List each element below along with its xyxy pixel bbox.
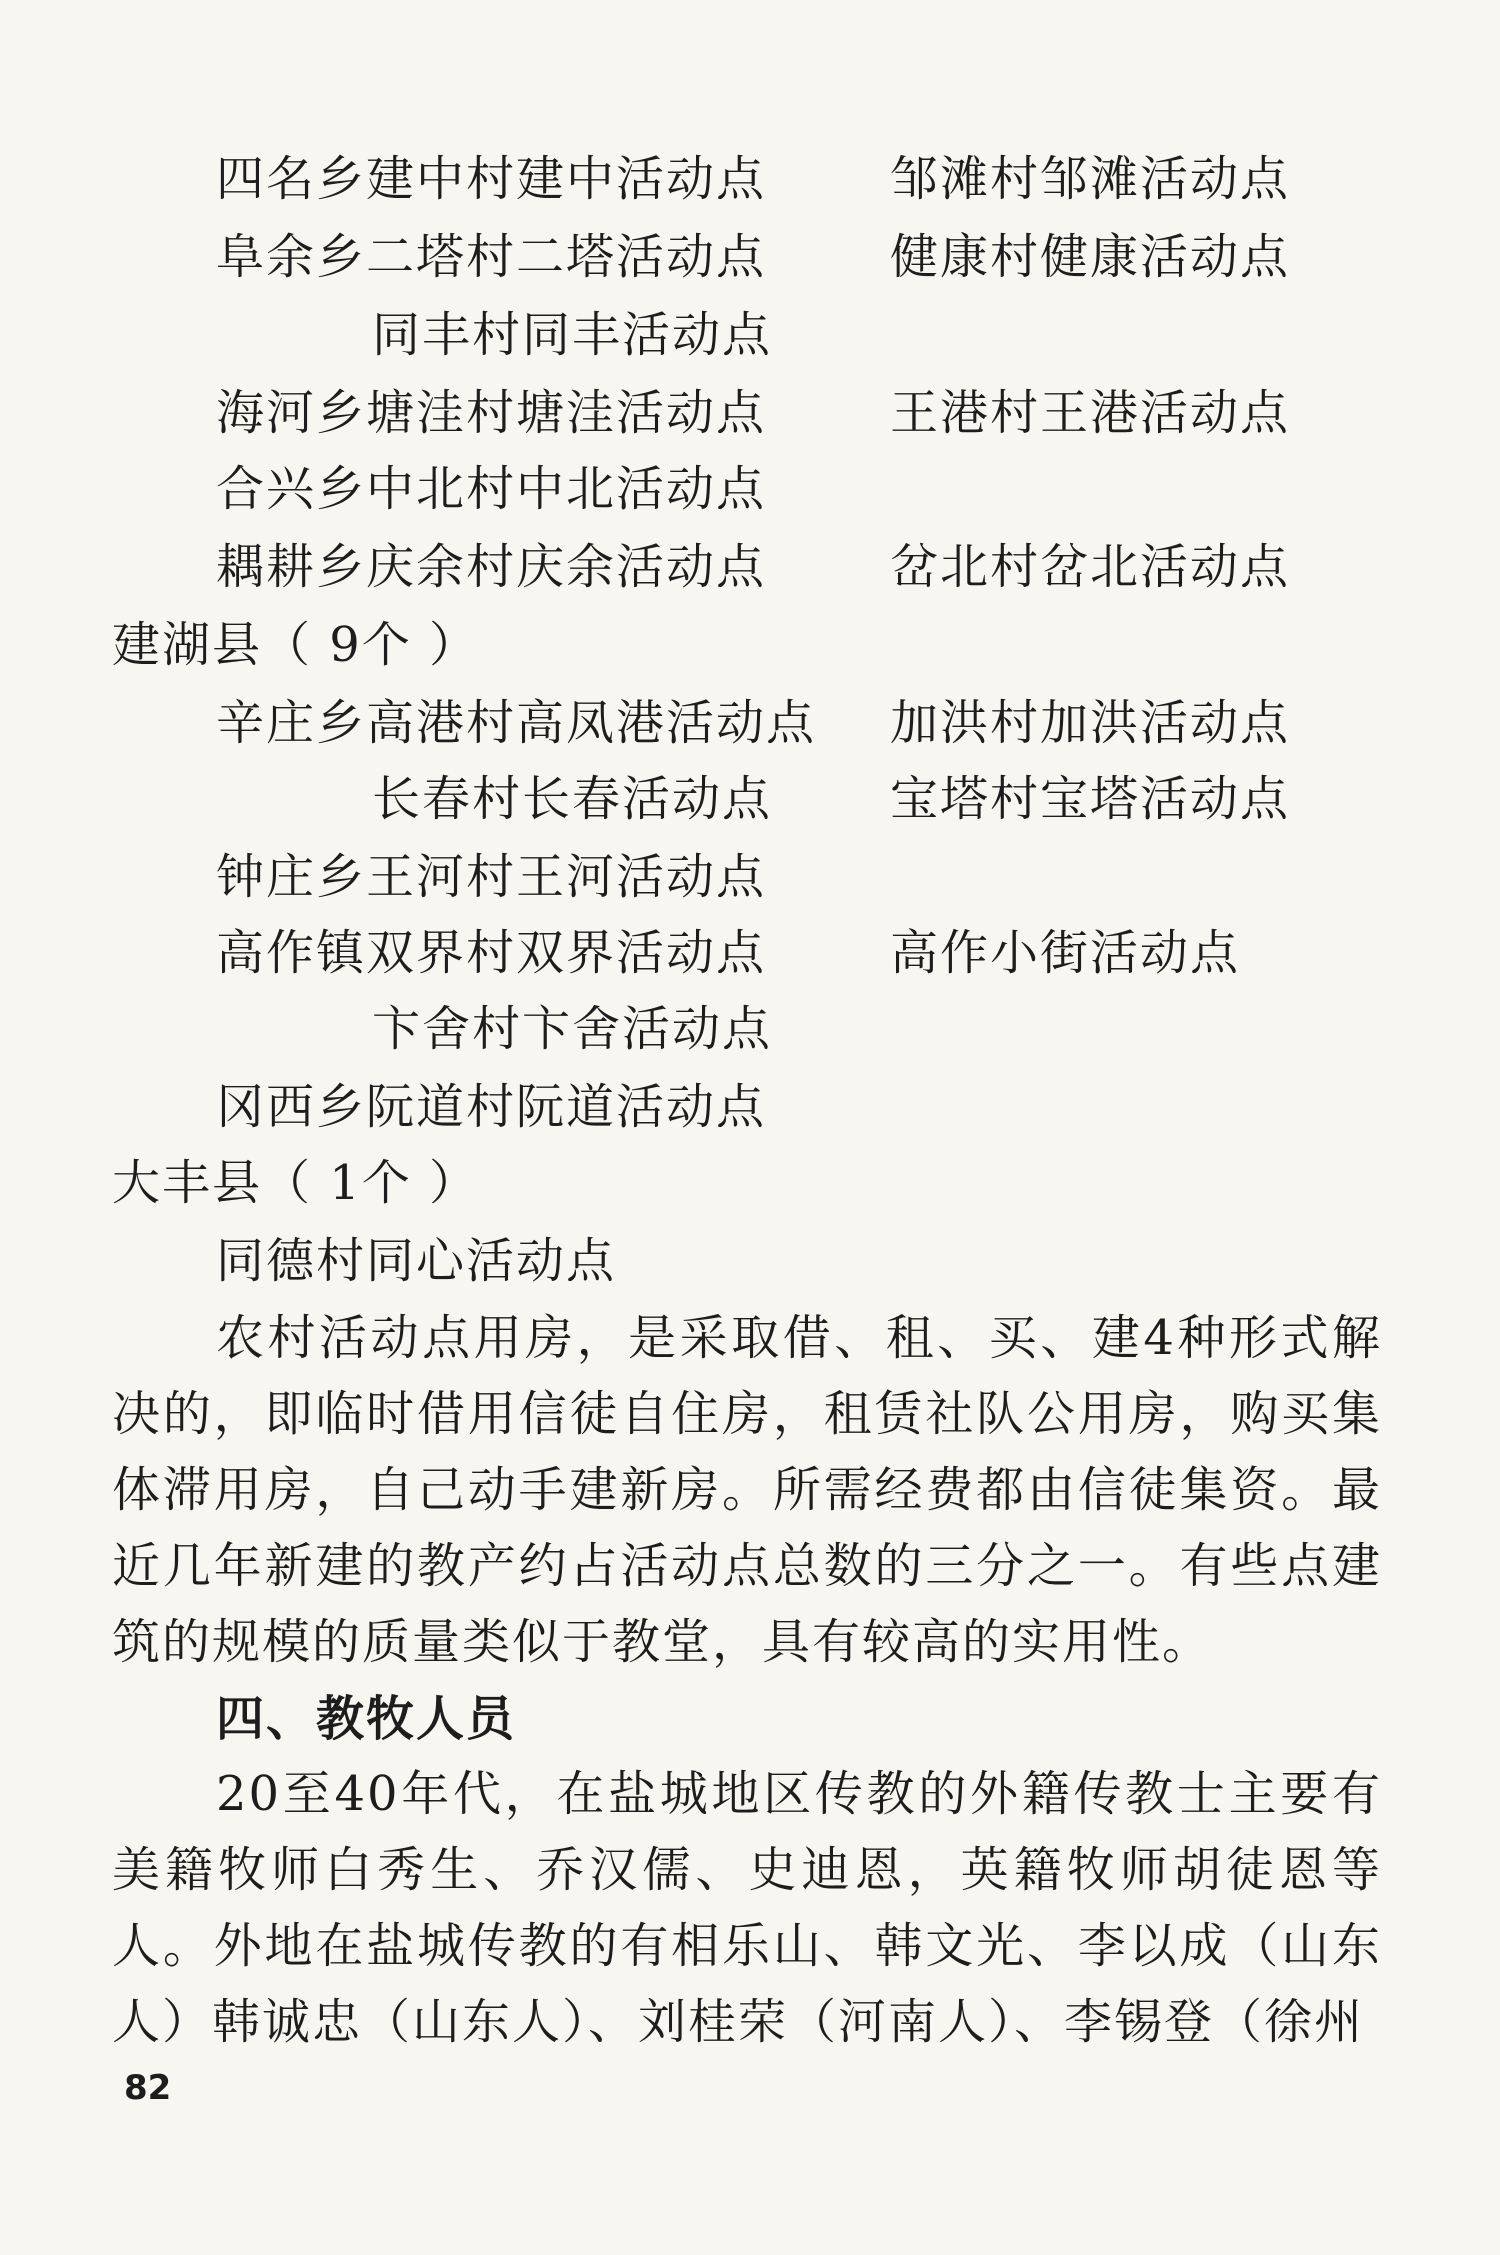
list-item-left: 合兴乡中北村中北活动点 (216, 461, 767, 517)
page-number: 82 (124, 2068, 172, 2108)
list-item-right: 宝塔村宝塔活动点 (890, 771, 1291, 827)
list-item-left: 高作镇双界村双界活动点 (216, 925, 767, 981)
body-paragraph: 20至40年代，在盐城地区传教的外籍传教士主要有美籍牧师白秀生、乔汉儒、史迪恩，英籍牧师胡徒恩等人。外地在盐城传教的有相乐山、韩文光、李以成（山东人）韩诚忠（山东人）、刘桂荣（河南人）、李锡登（徐州 (112, 1766, 1382, 2050)
list-item-right: 邹滩村邹滩活动点 (890, 151, 1291, 207)
list-item-right: 岔北村岔北活动点 (890, 539, 1291, 595)
list-item-right: 高作小街活动点 (890, 925, 1241, 981)
county-title-jianhu: 建湖县（ 9个 ） (112, 617, 480, 673)
list-item-left: 海河乡塘洼村塘洼活动点 (216, 385, 767, 441)
list-item-right: 加洪村加洪活动点 (890, 695, 1291, 751)
list-item-left: 耦耕乡庆余村庆余活动点 (216, 539, 767, 595)
list-item-right: 王港村王港活动点 (890, 385, 1291, 441)
list-item-left: 辛庄乡高港村高凤港活动点 (216, 695, 817, 751)
list-item-left: 同丰村同丰活动点 (372, 307, 773, 363)
list-item-right: 健康村健康活动点 (890, 229, 1291, 285)
list-item-left: 长春村长春活动点 (372, 771, 773, 827)
body-paragraph: 农村活动点用房，是采取借、租、买、建4种形式解决的，即临时借用信徒自住房，租赁社队公用房，购买集体滞用房，自己动手建新房。所需经费都由信徒集资。最近几年新建的教产约占活动点总数的三分之一。有些点建筑的规模的质量类似于教堂，具有较高的实用性。 (112, 1310, 1382, 1670)
county-title-dafeng: 大丰县（ 1个 ） (112, 1155, 480, 1211)
list-item-left: 阜余乡二塔村二塔活动点 (216, 229, 767, 285)
list-item-left: 四名乡建中村建中活动点 (216, 151, 767, 207)
list-item-left: 卞舍村卞舍活动点 (372, 1001, 773, 1057)
list-item-left: 冈西乡阮道村阮道活动点 (216, 1079, 767, 1135)
list-item-left: 同德村同心活动点 (216, 1233, 617, 1289)
list-item-left: 钟庄乡王河村王河活动点 (216, 849, 767, 905)
section-heading: 四、教牧人员 (216, 1691, 517, 1747)
